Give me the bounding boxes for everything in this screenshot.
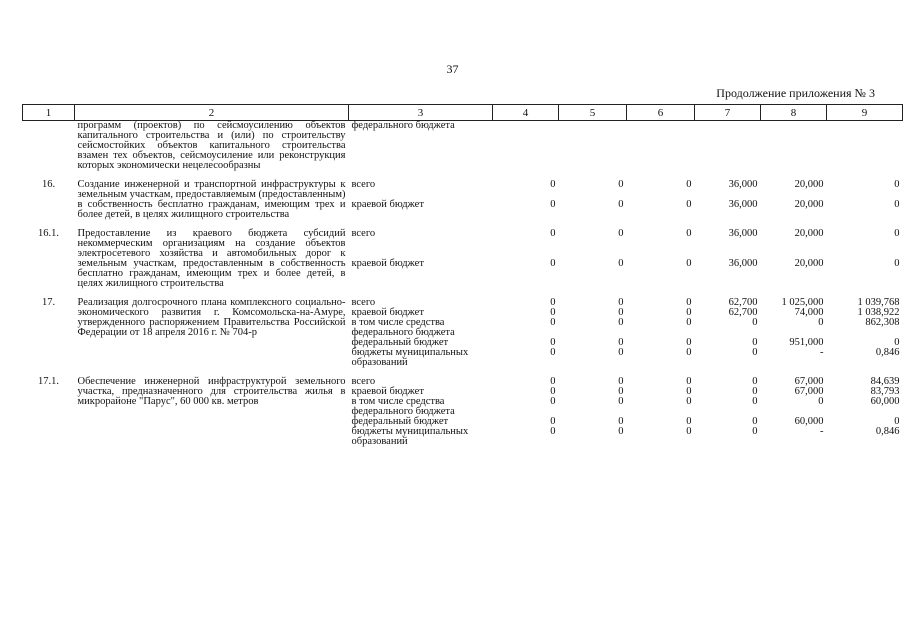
amount-cell: 0 [818,317,824,328]
column-number-row [23,105,903,121]
amount-cell: 0 [550,386,556,397]
amount-cell: 74,000 [794,307,824,318]
amount-cell [695,121,761,172]
amount-cell: 83,793 [870,386,900,397]
amount-cell: 0 [686,426,692,437]
column-number: 2 [75,105,349,121]
amount-cell: 0,846 [875,426,900,437]
amount-cell: 0 [752,426,758,437]
amount-cell: 0 [618,347,624,358]
amount-cell [559,121,627,172]
amount-cell: 0 [752,396,758,407]
funding-source: всего [351,297,376,308]
amount-cell: 62,700 [728,297,758,308]
amount-cell: 0 [752,337,758,348]
amount-cell: 0 [618,297,624,308]
item-description: Обеспечение инженерной инфраструктурой земельного участка, предназначенного для строительства жилья в микрорайоне "Парус", 60 000 кв. метров [77,376,346,407]
amount-cell: 36,000 [728,199,758,210]
amount-cell: 0 [686,416,692,427]
amount-cell: 0 [686,396,692,407]
item-description: Создание инженерной и транспортной инфраструктуры к земельным участкам, предоставляемым (предоставленным) в собственность бесплатно гражданам, имеющим трех и более детей, в целях жилищного строительства [77,179,346,220]
funding-source: всего [351,228,376,239]
table-body [23,121,903,448]
amount-cell: 0 [894,416,900,427]
amount-cell: 0,846 [875,347,900,358]
item-description: Реализация долгосрочного плана комплексного социально-экономического развития г. Комсомольска-на-Амуре, утвержденного распоряжением Правительства Российской Федерации от 18 апреля 2016 г. № 704-р [77,297,346,338]
amount-cell: 0 [550,228,556,239]
amount-cell: 0 [550,199,556,210]
table-row [23,121,903,172]
funding-source: краевой бюджет [351,307,424,318]
amount-cell: 0 [894,258,900,269]
amount-cell: 1 025,000 [781,297,824,308]
funding-source: краевой бюджет [351,199,424,210]
amount-cell: 0 [618,376,624,387]
amount-cell: 0 [686,376,692,387]
column-number: 3 [349,105,493,121]
item-number: 17. [41,297,56,308]
amount-cell: 0 [686,347,692,358]
amount-cell: 0 [894,337,900,348]
appendix-continuation-note: Продолжение приложения № 3 [716,86,875,100]
amount-cell: 0 [752,376,758,387]
amount-cell: 0 [894,228,900,239]
amount-cell: 0 [618,228,624,239]
amount-cell [493,121,559,172]
amount-cell: 84,639 [870,376,900,387]
amount-cell: 0 [550,297,556,308]
funding-source: краевой бюджет [351,258,424,269]
budget-table [22,104,903,447]
table-row [23,298,903,308]
funding-source: бюджеты муниципальных образований [351,426,469,447]
amount-cell: 0 [550,337,556,348]
amount-cell: 60,000 [794,416,824,427]
funding-source: федеральный бюджет [351,337,449,348]
funding-source: федеральный бюджет [351,416,449,427]
amount-cell: 67,000 [794,386,824,397]
funding-source: в том числе средства федерального бюджета [351,396,455,417]
column-number: 8 [761,105,827,121]
amount-cell: 0 [894,199,900,210]
funding-source: в том числе средства федерального бюджета [351,317,455,338]
amount-cell [627,121,695,172]
amount-cell: 862,308 [865,317,900,328]
amount-cell: 0 [550,396,556,407]
amount-cell: 0 [686,199,692,210]
amount-cell: 0 [752,347,758,358]
amount-cell: 951,000 [789,337,824,348]
amount-cell: 0 [550,258,556,269]
table-row [23,377,903,387]
item-number: 17.1. [38,376,59,387]
amount-cell: 60,000 [870,396,900,407]
column-number: 7 [695,105,761,121]
amount-cell: 0 [550,376,556,387]
funding-source: всего [351,376,376,387]
amount-cell: 20,000 [794,258,824,269]
amount-cell: 0 [752,386,758,397]
amount-cell: 0 [686,386,692,397]
item-number: 16. [41,179,56,190]
amount-cell: 62,700 [728,307,758,318]
amount-cell: 0 [618,179,624,190]
amount-cell: - [820,347,824,358]
funding-source: краевой бюджет [351,386,424,397]
amount-cell: 0 [752,416,758,427]
amount-cell: 20,000 [794,179,824,190]
funding-source: бюджеты муниципальных образований [351,347,469,368]
amount-cell: 36,000 [728,179,758,190]
amount-cell: - [820,426,824,437]
amount-cell: 0 [550,307,556,318]
amount-cell: 0 [618,416,624,427]
amount-cell: 0 [550,317,556,328]
amount-cell [827,121,903,172]
amount-cell: 0 [618,258,624,269]
item-number [23,121,75,172]
column-number: 5 [559,105,627,121]
item-description: программ (проектов) по сейсмоусилению объектов капитального строительства и (или) по строительству сейсмостойких объектов капитального строительства взамен тех объектов, сейсмоусиление или реконструкция которых экономически нецелесообразны [77,120,346,171]
amount-cell: 1 039,768 [857,297,900,308]
amount-cell [761,121,827,172]
funding-source: федерального бюджета [351,120,455,131]
item-number: 16.1. [38,228,59,239]
amount-cell: 0 [752,317,758,328]
amount-cell: 0 [550,179,556,190]
amount-cell: 0 [686,337,692,348]
column-number: 9 [827,105,903,121]
column-number: 1 [23,105,75,121]
amount-cell: 0 [818,396,824,407]
amount-cell: 0 [618,396,624,407]
amount-cell: 0 [686,307,692,318]
amount-cell: 0 [686,228,692,239]
amount-cell: 0 [686,179,692,190]
table-row [23,229,903,259]
amount-cell: 0 [550,426,556,437]
amount-cell: 0 [618,307,624,318]
amount-cell: 0 [686,297,692,308]
amount-cell: 36,000 [728,228,758,239]
amount-cell: 20,000 [794,228,824,239]
amount-cell: 0 [686,258,692,269]
amount-cell: 0 [618,426,624,437]
amount-cell: 67,000 [794,376,824,387]
column-number: 4 [493,105,559,121]
column-number: 6 [627,105,695,121]
table-row [23,180,903,200]
amount-cell: 0 [550,347,556,358]
page-number: 37 [446,62,459,76]
amount-cell: 0 [686,317,692,328]
amount-cell: 0 [618,337,624,348]
funding-source: всего [351,179,376,190]
amount-cell: 20,000 [794,199,824,210]
amount-cell: 0 [618,386,624,397]
amount-cell: 0 [618,199,624,210]
amount-cell: 0 [550,416,556,427]
amount-cell: 0 [618,317,624,328]
amount-cell: 36,000 [728,258,758,269]
amount-cell: 0 [894,179,900,190]
amount-cell: 1 038,922 [857,307,900,318]
item-description: Предоставление из краевого бюджета субсидий некоммерческим организациям на создание объектов электросетевого хозяйства и автомобильных дорог к земельным участкам, предоставленным в собственность бесплатно гражданам, имеющим трех и более детей, в целях жилищного строительства [77,228,346,289]
